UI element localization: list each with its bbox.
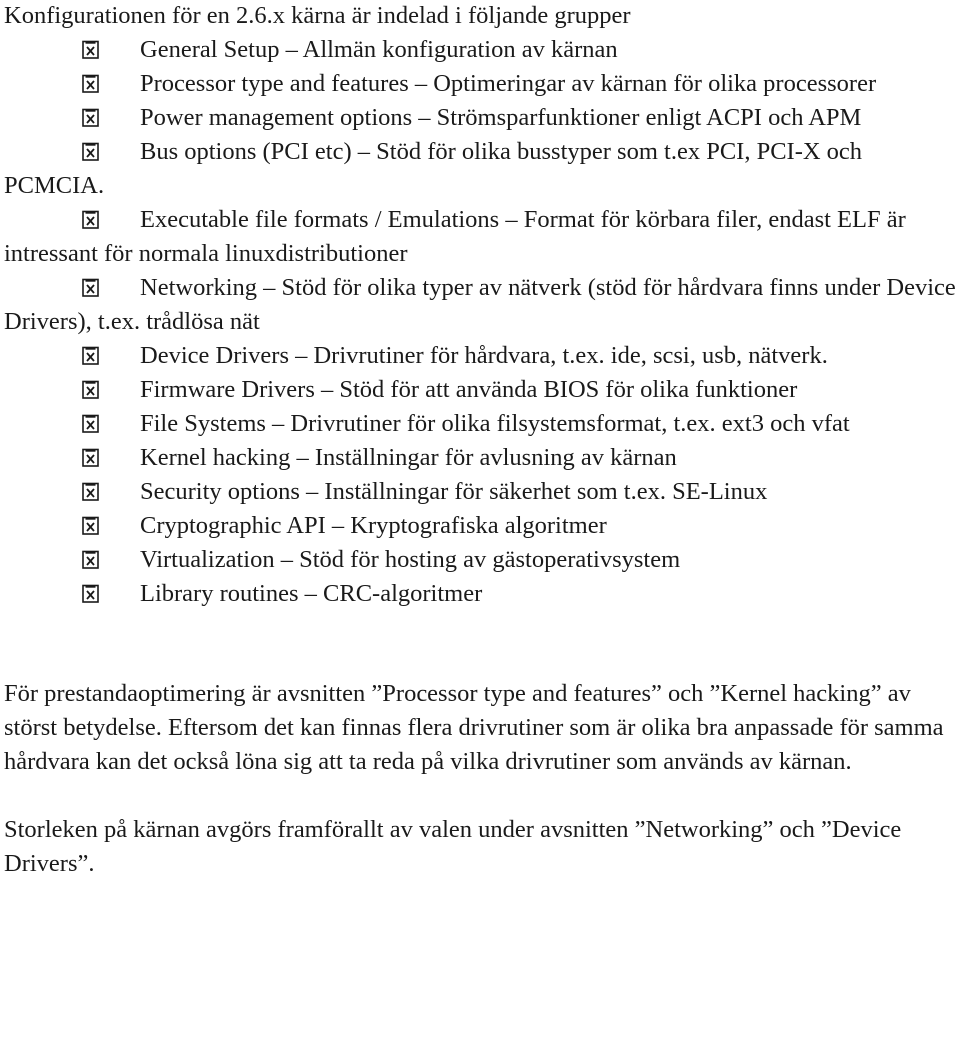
group-description: Allmän konfiguration av kärnan	[302, 36, 618, 63]
list-item	[4, 441, 960, 475]
group-name: Virtualization	[140, 546, 275, 573]
list-item	[4, 543, 960, 577]
list-item	[4, 373, 960, 407]
group-name: Device Drivers	[140, 342, 289, 369]
group-separator: –	[325, 512, 351, 539]
checkbox-x-icon	[81, 210, 101, 230]
group-separator: –	[279, 36, 303, 63]
list-item	[4, 203, 960, 271]
group-description: Stöd för hosting av gästoperativsystem	[299, 546, 681, 573]
group-separator: –	[298, 580, 324, 607]
list-item	[4, 33, 960, 67]
group-name: Firmware Drivers	[140, 376, 315, 403]
group-description: Inställningar för avlusning av kärnan	[314, 444, 677, 471]
paragraph-performance: För prestandaoptimering är avsnitten ”Processor type and features” och ”Kernel hacking” av störst betydelse. Eftersom det kan finnas flera drivrutiner som är olika bra anpassade för samma hårdvara kan det också löna sig att ta reda på vilka drivrutiner som används av kärnan.	[4, 680, 944, 775]
group-separator: –	[274, 546, 300, 573]
group-name: Executable file formats / Emulations	[140, 206, 500, 233]
group-separator: –	[288, 342, 314, 369]
group-name: Processor type and features	[140, 70, 409, 97]
list-item	[4, 135, 960, 203]
checkbox-x-icon	[81, 380, 101, 400]
list-item	[4, 407, 960, 441]
list-item	[4, 67, 960, 101]
checkbox-x-icon	[81, 482, 101, 502]
list-item	[4, 271, 960, 339]
group-separator: –	[265, 410, 291, 437]
group-name: Power management options	[140, 104, 413, 131]
group-name: Security options	[140, 478, 300, 505]
list-item	[4, 577, 960, 611]
group-name: Networking	[140, 274, 258, 301]
group-description: Kryptografiska algoritmer	[350, 512, 607, 539]
group-description: Stöd för att använda BIOS för olika funktioner	[339, 376, 798, 403]
group-description: Drivrutiner för olika filsystemsformat, t.ex. ext3 och vfat	[290, 410, 850, 437]
group-description: Stöd för olika typer av nätverk (stöd för hårdvara finns under Device Drivers), t.ex. trådlösa nät	[4, 274, 956, 335]
group-separator: –	[408, 70, 434, 97]
group-description: CRC-algoritmer	[323, 580, 483, 607]
group-description: Strömsparfunktioner enligt ACPI och APM	[436, 104, 862, 131]
group-separator: –	[351, 138, 377, 165]
group-name: Cryptographic API	[140, 512, 326, 539]
checkbox-x-icon	[81, 74, 101, 94]
heading: Konfigurationen för en 2.6.x kärna är indelad i följande grupper	[4, 2, 631, 29]
group-name: File Systems	[140, 410, 266, 437]
checkbox-x-icon	[81, 550, 101, 570]
group-name: Kernel hacking	[140, 444, 291, 471]
group-description: Drivrutiner för hårdvara, t.ex. ide, scsi, usb, nätverk.	[313, 342, 828, 369]
group-list	[4, 33, 960, 611]
checkbox-x-icon	[81, 346, 101, 366]
list-item	[4, 509, 960, 543]
group-name: Library routines	[140, 580, 299, 607]
group-description: Stöd för olika busstyper som t.ex PCI, PCI-X och PCMCIA.	[4, 138, 863, 199]
checkbox-x-icon	[81, 108, 101, 128]
checkbox-x-icon	[81, 516, 101, 536]
checkbox-x-icon	[81, 142, 101, 162]
group-separator: –	[290, 444, 315, 471]
list-item	[4, 475, 960, 509]
checkbox-x-icon	[81, 448, 101, 468]
group-name: General Setup	[140, 36, 280, 63]
checkbox-x-icon	[81, 584, 101, 604]
group-description: Inställningar för säkerhet som t.ex. SE-Linux	[324, 478, 768, 505]
list-item	[4, 101, 960, 135]
group-separator: –	[299, 478, 325, 505]
document-page	[4, 0, 960, 881]
group-name: Bus options (PCI etc)	[140, 138, 352, 165]
group-description: Optimeringar av kärnan för olika processorer	[433, 70, 877, 97]
group-separator: –	[499, 206, 524, 233]
checkbox-x-icon	[81, 414, 101, 434]
paragraph-size: Storleken på kärnan avgörs framförallt av valen under avsnitten ”Networking” och ”Device Drivers”.	[4, 816, 902, 877]
group-separator: –	[314, 376, 340, 403]
group-separator: –	[257, 274, 282, 301]
group-separator: –	[412, 104, 437, 131]
checkbox-x-icon	[81, 40, 101, 60]
list-item	[4, 339, 960, 373]
group-description: Format för körbara filer, endast ELF är intressant för normala linuxdistributioner	[4, 206, 906, 267]
checkbox-x-icon	[81, 278, 101, 298]
